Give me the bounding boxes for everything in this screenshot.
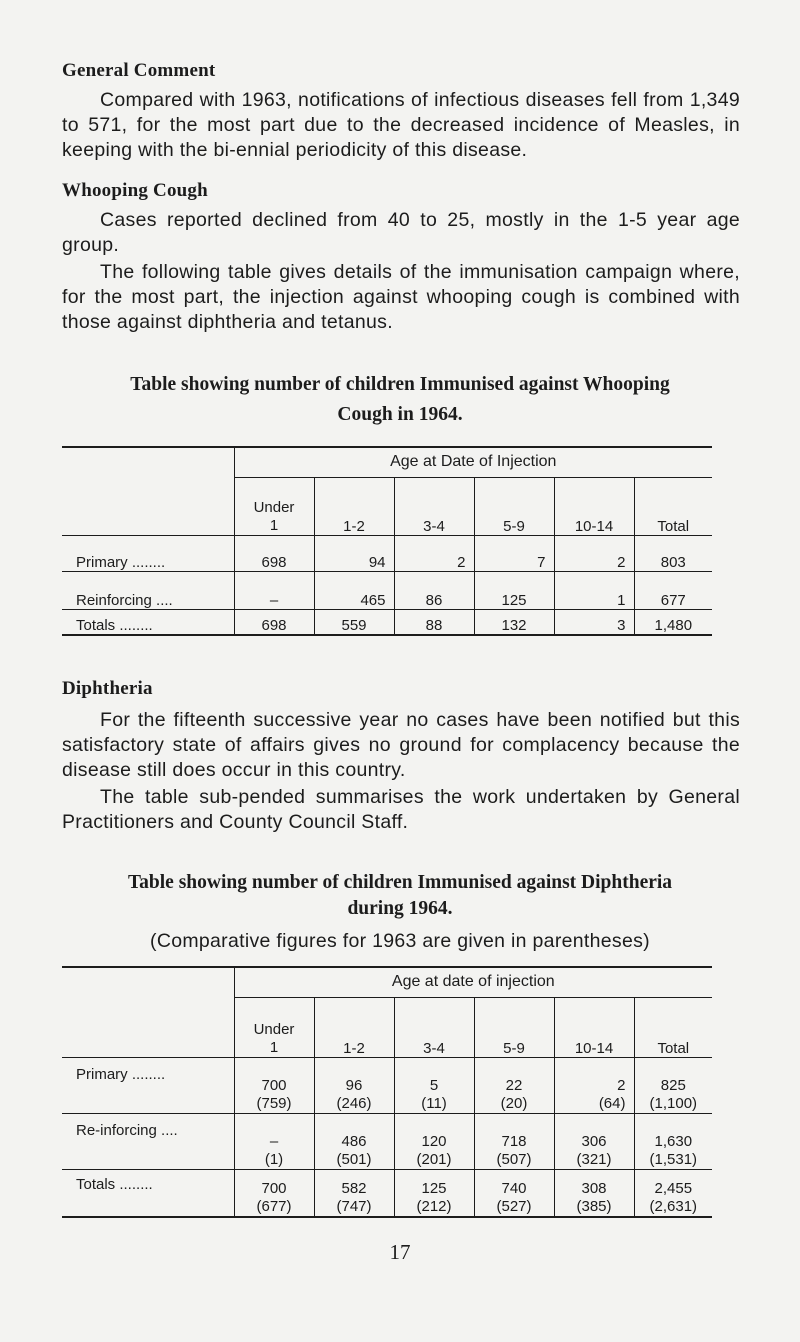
table2-corner bbox=[62, 967, 234, 1057]
cell: 88 bbox=[394, 609, 474, 635]
cell: 718 (507) bbox=[474, 1113, 554, 1169]
row-label: Totals ........ bbox=[62, 609, 234, 635]
cell: 698 bbox=[234, 609, 314, 635]
cell: 803 bbox=[634, 535, 712, 571]
row-label: Reinforcing .... bbox=[62, 571, 234, 609]
general-comment-heading: General Comment bbox=[62, 60, 216, 81]
table2-col-5-9: 5-9 bbox=[474, 997, 554, 1057]
table1-title-line2: Cough in 1964. bbox=[337, 404, 463, 425]
cell: 2 (64) bbox=[554, 1057, 634, 1113]
diphtheria-paragraph-2: The table sub-pended summarises the work undertaken by General Practitioners and County Council Staff. bbox=[62, 786, 740, 833]
cell: 120 (201) bbox=[394, 1113, 474, 1169]
cell: 2 bbox=[554, 535, 634, 571]
cell: 22 (20) bbox=[474, 1057, 554, 1113]
cell: 740 (527) bbox=[474, 1169, 554, 1217]
table2-col-1-2: 1-2 bbox=[314, 997, 394, 1057]
row-label: Totals ........ bbox=[62, 1169, 234, 1217]
table2-col-10-14: 10-14 bbox=[554, 997, 634, 1057]
whooping-cough-paragraph-1: Cases reported declined from 40 to 25, mostly in the 1-5 year age group. bbox=[62, 209, 740, 256]
whooping-cough-heading: Whooping Cough bbox=[62, 180, 208, 201]
cell: 1,630 (1,531) bbox=[634, 1113, 712, 1169]
table-row bbox=[62, 535, 712, 571]
table2-title-line1: Table showing number of children Immunised against Diphtheria bbox=[127, 872, 673, 893]
table2-title bbox=[40, 870, 760, 922]
table1-group-header: Age at Date of Injection bbox=[234, 447, 712, 477]
cell: 2,455 (2,631) bbox=[634, 1169, 712, 1217]
cell: 582 (747) bbox=[314, 1169, 394, 1217]
table-row bbox=[62, 571, 712, 609]
cell: 132 bbox=[474, 609, 554, 635]
table-row bbox=[62, 1169, 712, 1217]
cell: 1 bbox=[554, 571, 634, 609]
cell: 677 bbox=[634, 571, 712, 609]
cell: 308 (385) bbox=[554, 1169, 634, 1217]
cell: 96 (246) bbox=[314, 1057, 394, 1113]
table-row bbox=[62, 609, 712, 635]
table1-col-1-2: 1-2 bbox=[314, 477, 394, 535]
table-row bbox=[62, 1113, 712, 1169]
table1-col-10-14: 10-14 bbox=[554, 477, 634, 535]
whooping-cough-paragraph-2: The following table gives details of the immunisation campaign where, for the most part, the injection against whooping cough is combined with those against diphtheria and tetanus. bbox=[62, 261, 740, 333]
cell: 94 bbox=[314, 535, 394, 571]
table1-col-3-4: 3-4 bbox=[394, 477, 474, 535]
cell: 465 bbox=[314, 571, 394, 609]
table1-col-under-1: Under 1 bbox=[234, 477, 314, 535]
cell: 825 (1,100) bbox=[634, 1057, 712, 1113]
cell: 5 (11) bbox=[394, 1057, 474, 1113]
cell: 86 bbox=[394, 571, 474, 609]
table-row bbox=[62, 1057, 712, 1113]
table1-col-total: Total bbox=[634, 477, 712, 535]
cell: 306 (321) bbox=[554, 1113, 634, 1169]
row-label: Re-inforcing .... bbox=[62, 1113, 234, 1169]
diphtheria-heading: Diphtheria bbox=[62, 678, 153, 699]
cell: 486 (501) bbox=[314, 1113, 394, 1169]
cell: 1,480 bbox=[634, 609, 712, 635]
diphtheria-table bbox=[62, 966, 712, 1218]
whooping-cough-table bbox=[62, 446, 712, 636]
cell: 7 bbox=[474, 535, 554, 571]
table2-col-3-4: 3-4 bbox=[394, 997, 474, 1057]
table2-subtitle: (Comparative figures for 1963 are given in parentheses) bbox=[150, 930, 650, 952]
cell: 700 (677) bbox=[234, 1169, 314, 1217]
cell: – (1) bbox=[234, 1113, 314, 1169]
table1-corner bbox=[62, 447, 234, 535]
diphtheria-paragraph-1: For the fifteenth successive year no cases have been notified but this satisfactory state of affairs gives no ground for complacency because the disease still does occur in this country. bbox=[62, 709, 740, 781]
table2-col-total: Total bbox=[634, 997, 712, 1057]
cell: 125 (212) bbox=[394, 1169, 474, 1217]
cell: 698 bbox=[234, 535, 314, 571]
table1-col-5-9: 5-9 bbox=[474, 477, 554, 535]
table2-group-header: Age at date of injection bbox=[234, 967, 712, 997]
cell: 559 bbox=[314, 609, 394, 635]
table1-title bbox=[40, 370, 760, 430]
table2-col-under-1: Under 1 bbox=[234, 997, 314, 1057]
general-comment-paragraph: Compared with 1963, notifications of infectious diseases fell from 1,349 to 571, for the most part due to the decreased incidence of Measles, in keeping with the bi-ennial periodicity of this disease. bbox=[62, 89, 740, 161]
cell: 2 bbox=[394, 535, 474, 571]
row-label: Primary ........ bbox=[62, 535, 234, 571]
cell: 3 bbox=[554, 609, 634, 635]
page-number: 17 bbox=[389, 1240, 411, 1264]
table2-title-line2: during 1964. bbox=[347, 898, 453, 919]
cell: – bbox=[234, 571, 314, 609]
table1-title-line1: Table showing number of children Immunised against Whooping bbox=[130, 374, 670, 395]
cell: 700 (759) bbox=[234, 1057, 314, 1113]
cell: 125 bbox=[474, 571, 554, 609]
row-label: Primary ........ bbox=[62, 1057, 234, 1113]
